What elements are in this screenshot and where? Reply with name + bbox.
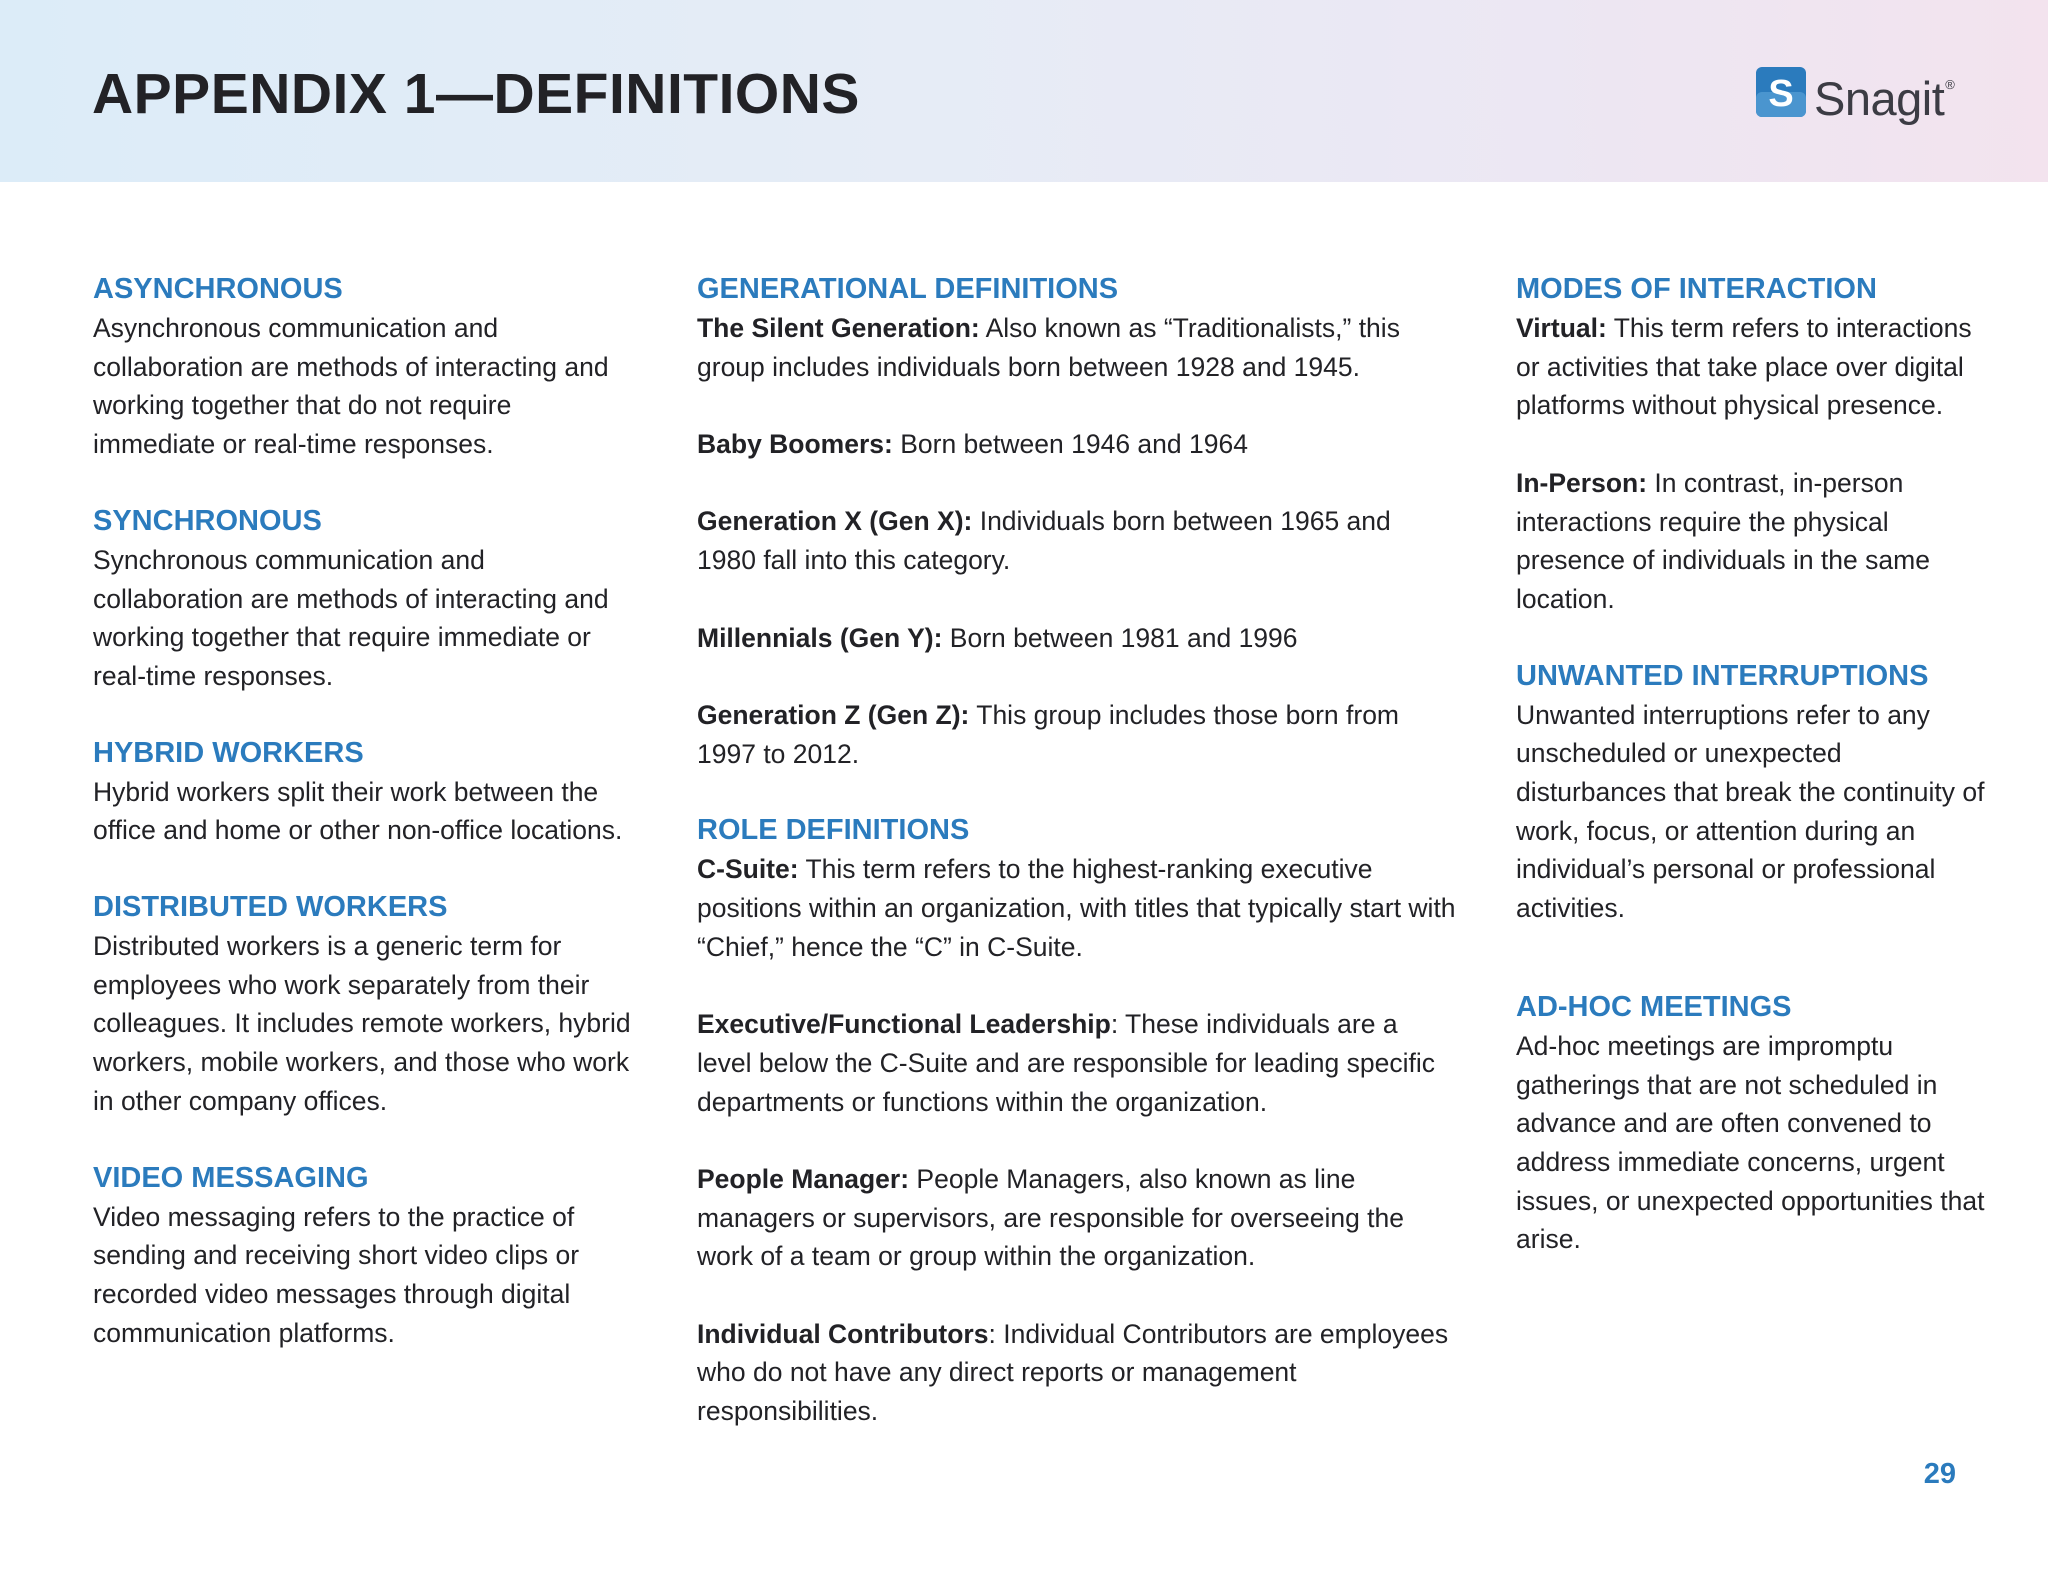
definition-text: Distributed workers is a generic term for employees who work separately from their colleagues. It includes remote workers, hybrid workers, mobile workers, and those who work in other company offices. [93,931,631,1116]
definition-item [697,1005,1457,1121]
logo-mark-letter: S [1768,73,1794,115]
definition-text: : These individuals are a level below the C-Suite and are responsible for leading specific departments or functions within the organization. [697,1009,1436,1117]
section-heading: HYBRID WORKERS [93,736,364,769]
definition-item [697,502,1457,579]
definition-term: Individual Contributors [697,1318,989,1349]
definition-text: Unwanted interruptions refer to any unscheduled or unexpected disturbances that break the continuity of work, focus, or attention during an individual’s personal or professional activities. [1516,699,1985,924]
definition-text: This term refers to the highest-ranking executive positions within an organization, with titles that typically start with “Chief,” hence the “C” in C-Suite. [697,854,1456,962]
section-heading: VIDEO MESSAGING [93,1161,369,1194]
section-modes-of-interaction [1516,270,1986,619]
section-heading: ROLE DEFINITIONS [697,814,970,847]
section-video-messaging [93,1159,633,1353]
definition-term: Generation X (Gen X): [697,506,973,537]
definition-item [697,1160,1457,1276]
definition-text: People Managers, also known as line managers or supervisors, are responsible for overseeing the work of a team or group within the organization. [697,1163,1405,1272]
section-unwanted-interruptions [1516,657,1986,928]
definition-item [1516,309,1986,425]
definition-text: Individuals born between 1965 and 1980 fall into this category. [697,506,1391,576]
section-heading: DISTRIBUTED WORKERS [93,891,448,924]
snagit-logo [1756,64,1955,125]
definition-text: Also known as “Traditionalists,” this group includes individuals born between 1928 and 1945. [697,313,1400,382]
definition-term: Virtual: [1516,313,1607,343]
section-hybrid-workers [93,734,633,850]
definition-term: Millennials (Gen Y): [697,622,943,653]
definition-term: The Silent Generation: [697,313,980,343]
section-ad-hoc-meetings [1516,988,1986,1259]
definition-text: In contrast, in-person interactions require the physical presence of individuals in the same location. [1516,467,1930,614]
definition-text: Synchronous communication and collaboration are methods of interacting and working together that require immediate or real-time responses. [93,544,609,691]
definition-text: This group includes those born from 1997 to 2012. [697,699,1400,769]
definition-term: In-Person: [1516,467,1648,498]
definition-item [697,309,1457,386]
definition-text: Asynchronous communication and collaboration are methods of interacting and working together that do not require immediate or real-time responses. [93,313,609,460]
definition-term: Executive/Functional Leadership [697,1009,1111,1040]
definition-item [1516,464,1986,619]
section-heading: UNWANTED INTERRUPTIONS [1516,659,1929,692]
definition-item [697,619,1457,658]
section-heading: GENERATIONAL DEFINITIONS [697,273,1119,305]
logo-wordmark-text: Snagit [1814,72,1945,125]
definition-text: Born between 1946 and 1964 [892,429,1248,460]
definition-text: This term refers to interactions or activities that take place over digital platforms without physical presence. [1516,313,1972,421]
definition-term: People Manager: [697,1163,910,1194]
definition-item [697,1315,1457,1431]
section-heading: MODES OF INTERACTION [1516,273,1877,305]
section-asynchronous [93,270,633,464]
section-generational-definitions [697,270,1457,773]
definition-text: Born between 1981 and 1996 [942,622,1298,653]
right-column [1516,270,1986,1259]
definition-item [697,850,1457,966]
section-heading: SYNCHRONOUS [93,504,322,537]
definition-item [697,425,1457,464]
logo-wordmark [1814,57,1954,127]
left-column [93,270,633,1352]
section-heading: AD-HOC MEETINGS [1516,990,1792,1023]
definition-text: : Individual Contributors are employees who do not have any direct reports or management responsibilities. [697,1318,1449,1427]
definition-term: Generation Z (Gen Z): [697,699,970,730]
snagit-logo-icon [1756,67,1806,117]
section-heading: ASYNCHRONOUS [93,273,343,305]
definition-item [697,696,1457,773]
definition-text: Hybrid workers split their work between the office and home or other non-office locations. [93,776,623,846]
registered-mark: ® [1945,77,1955,92]
definition-term: C-Suite: [697,854,799,885]
section-role-definitions [697,811,1457,1431]
definition-text: Ad-hoc meetings are impromptu gatherings that are not scheduled in advance and are often convened to address immediate concerns, urgent issues, or unexpected opportunities that arise. [1516,1030,1985,1255]
page-title: APPENDIX 1—DEFINITIONS [92,62,860,126]
section-distributed-workers [93,888,633,1121]
definition-text: Video messaging refers to the practice of sending and receiving short video clips or recorded video messages through digital communication platforms. [93,1201,580,1348]
page-number: 29 [1923,1458,1956,1490]
middle-column [697,270,1457,1431]
section-synchronous [93,502,633,696]
definition-term: Baby Boomers: [697,429,893,460]
